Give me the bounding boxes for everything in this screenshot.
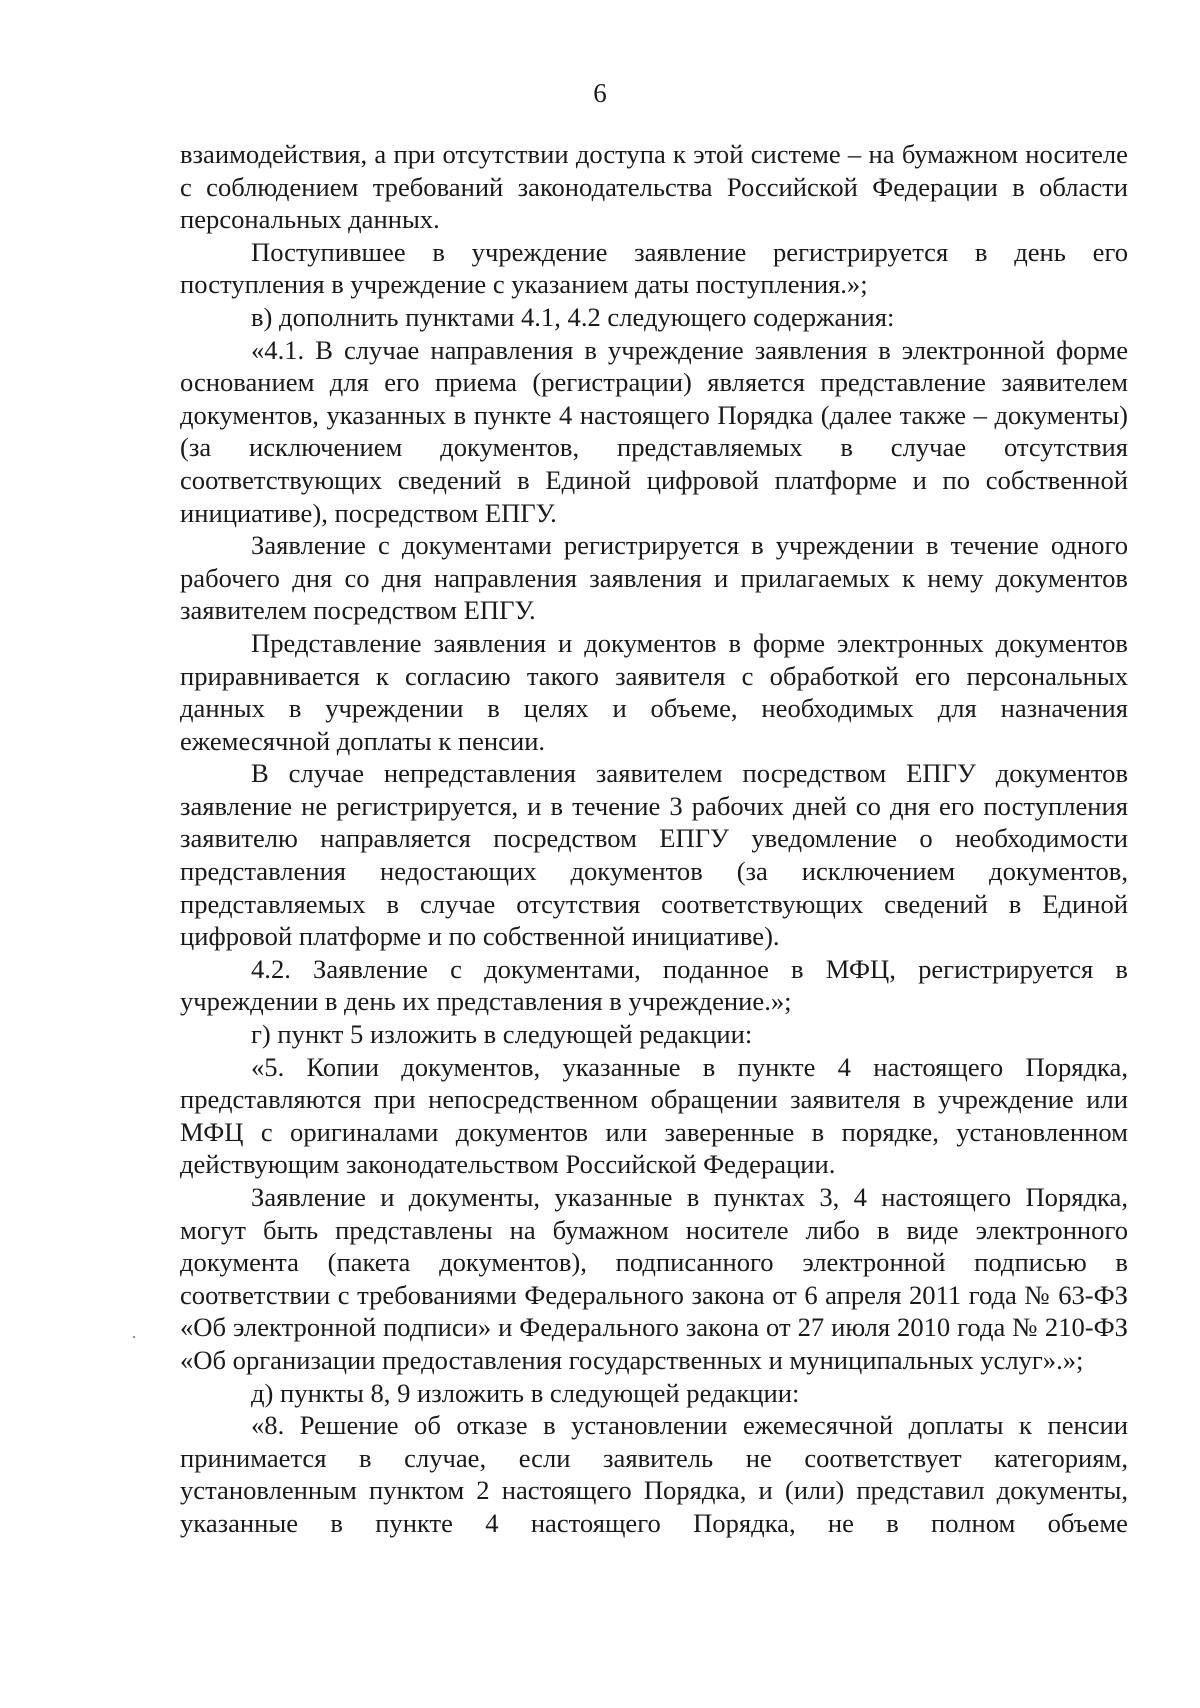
page-number: 6 — [593, 78, 607, 108]
paragraph: Заявление и документы, указанные в пунктах 3, 4 настоящего Порядка, могут быть представлены на бумажном носителе либо в виде электронного документа (пакета документов), подписанного электронной подписью в соответствии с требованиями Федерального закона от 6 апреля 2011 года № 63-ФЗ «Об электронной подписи» и Федерального закона от 27 июля 2010 года № 210-ФЗ «Об организации предоставления государственных и муниципальных услуг».»; — [180, 1182, 1128, 1375]
paragraph: д) пункты 8, 9 изложить в следующей редакции: — [251, 1377, 800, 1408]
paragraph: в) дополнить пунктами 4.1, 4.2 следующего содержания: — [251, 301, 895, 332]
paragraph: взаимодействия, а при отсутствии доступа к этой системе – на бумажном носителе с соблюдением требований законодательства Российской Федерации в области персональных данных. — [180, 139, 1128, 235]
paragraph: «5. Копии документов, указанные в пункте 4 настоящего Порядка, представляются при непосредственном обращении заявителя в учреждение или МФЦ с оригиналами документов или заверенные в порядке, установленном действующим законодательством Российской Федерации. — [180, 1051, 1128, 1180]
paragraph: «8. Решение об отказе в установлении ежемесячной доплаты к пенсии принимается в случае, если заявитель не соответствует категориям, установленным пунктом 2 настоящего Порядка, и (или) представил документы, указанные в пункте 4 настоящего Порядка, не в полном объеме — [180, 1410, 1128, 1538]
paragraph: Заявление с документами регистрируется в учреждении в течение одного рабочего дня со дня направления заявления и прилагаемых к нему документов заявителем посредством ЕПГУ. — [180, 530, 1128, 626]
paragraph: Представление заявления и документов в форме электронных документов приравнивается к согласию такого заявителя с обработкой его персональных данных в учреждении в целях и объеме, необходимых для назначения ежемесячной доплаты к пенсии. — [180, 627, 1128, 756]
paragraph: 4.2. Заявление с документами, поданное в МФЦ, регистрируется в учреждении в день их представления в учреждение.»; — [180, 953, 1128, 1017]
paragraph: Поступившее в учреждение заявление регистрируется в день его поступления в учреждение с указанием даты поступления.»; — [180, 236, 1128, 300]
paragraph: г) пункт 5 изложить в следующей редакции: — [251, 1019, 753, 1050]
paragraph: В случае непредставления заявителем посредством ЕПГУ документов заявление не регистрируется, и в течение 3 рабочих дней со дня его поступления заявителю направляется посредством ЕПГУ уведомление о необходимости представления недостающих документов (за исключением документов, представляемых в случае отсутствия соответствующих сведений в Единой цифровой платформе и по собственной инициативе). — [180, 758, 1128, 952]
scan-speck — [133, 1336, 135, 1338]
document-body — [180, 138, 1128, 1540]
paragraph: «4.1. В случае направления в учреждение заявления в электронной форме основанием для его приема (регистрации) является представление заявителем документов, указанных в пункте 4 настоящего Порядка (далее также – документы) (за исключением документов, представляемых в случае отсутствия соответствующих сведений в Единой цифровой платформе и по собственной инициативе), посредством ЕПГУ. — [180, 334, 1128, 528]
